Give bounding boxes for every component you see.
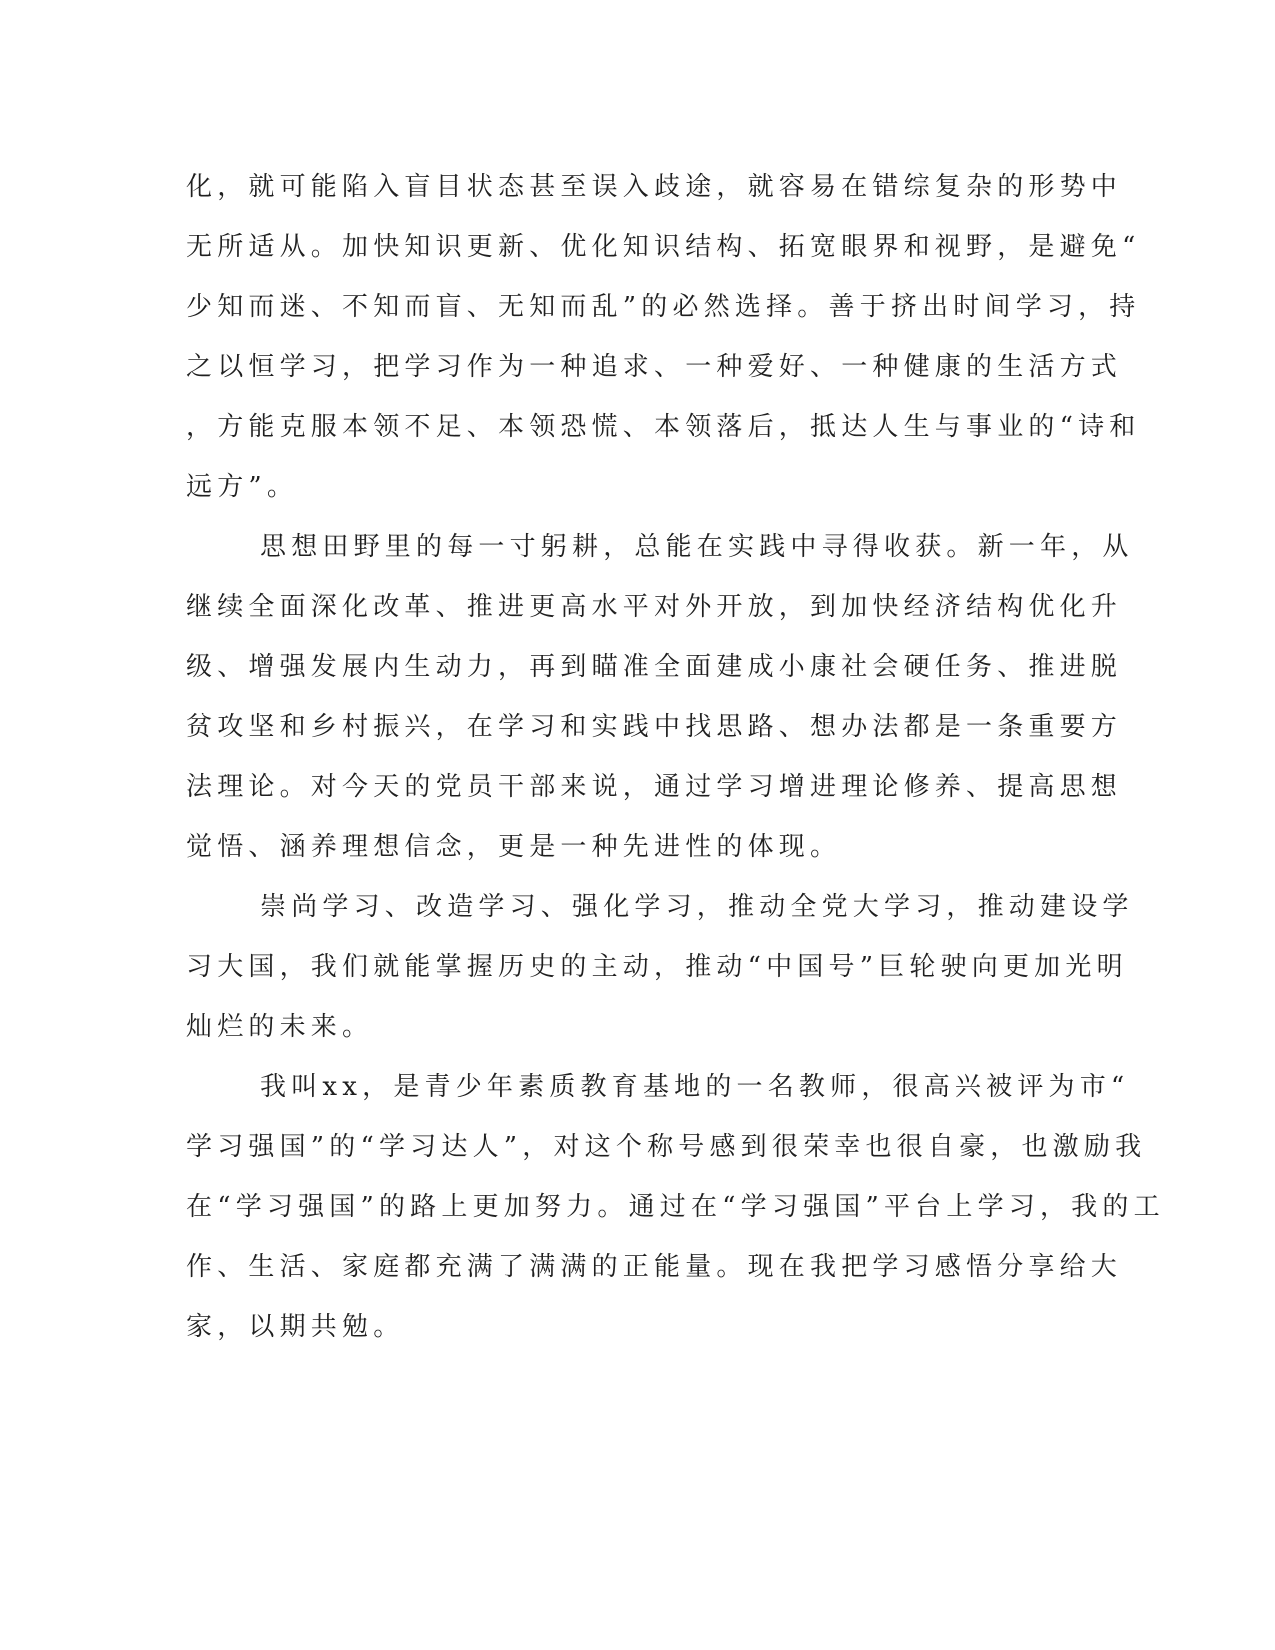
text-line: 学习强国”的“学习达人”，对这个称号感到很荣幸也很自豪，也激励我	[186, 1132, 1147, 1162]
paragraph-2	[186, 517, 1134, 877]
text-line: 习大国，我们就能掌握历史的主动，推动“中国号”巨轮驶向更加光明	[186, 952, 1128, 982]
text-line: 崇尚学习、改造学习、强化学习，推动全党大学习，推动建设学	[260, 892, 1134, 922]
document-body	[186, 157, 1165, 1357]
text-line: 级、增强发展内生动力，再到瞄准全面建成小康社会硬任务、推进脱	[186, 652, 1123, 682]
text-line: 我叫xx，是青少年素质教育基地的一名教师，很高兴被评为市“	[260, 1072, 1130, 1102]
paragraph-3	[186, 877, 1134, 1057]
paragraph-4	[186, 1057, 1165, 1357]
text-line: 在“学习强国”的路上更加努力。通过在“学习强国”平台上学习，我的工	[186, 1192, 1165, 1222]
text-line: ，方能克服本领不足、本领恐慌、本领落后，抵达人生与事业的“诗和	[186, 412, 1141, 442]
text-line: 灿烂的未来。	[186, 1012, 374, 1042]
text-line: 作、生活、家庭都充满了满满的正能量。现在我把学习感悟分享给大	[186, 1252, 1123, 1282]
paragraph-1	[186, 157, 1141, 517]
text-line: 少知而迷、不知而盲、无知而乱”的必然选择。善于挤出时间学习，持	[186, 292, 1141, 322]
text-line: 远方”。	[186, 472, 299, 502]
text-line: 继续全面深化改革、推进更高水平对外开放，到加快经济结构优化升	[186, 592, 1123, 622]
text-line: 化，就可能陷入盲目状态甚至误入歧途，就容易在错综复杂的形势中	[186, 172, 1123, 202]
text-line: 法理论。对今天的党员干部来说，通过学习增进理论修养、提高思想	[186, 772, 1123, 802]
text-line: 觉悟、涵养理想信念，更是一种先进性的体现。	[186, 832, 842, 862]
text-line: 家，以期共勉。	[186, 1312, 405, 1342]
text-line: 贫攻坚和乡村振兴，在学习和实践中找思路、想办法都是一条重要方	[186, 712, 1123, 742]
text-line: 之以恒学习，把学习作为一种追求、一种爱好、一种健康的生活方式	[186, 352, 1123, 382]
text-line: 思想田野里的每一寸躬耕，总能在实践中寻得收获。新一年，从	[260, 532, 1134, 562]
text-line: 无所适从。加快知识更新、优化知识结构、拓宽眼界和视野，是避免“	[186, 232, 1141, 262]
